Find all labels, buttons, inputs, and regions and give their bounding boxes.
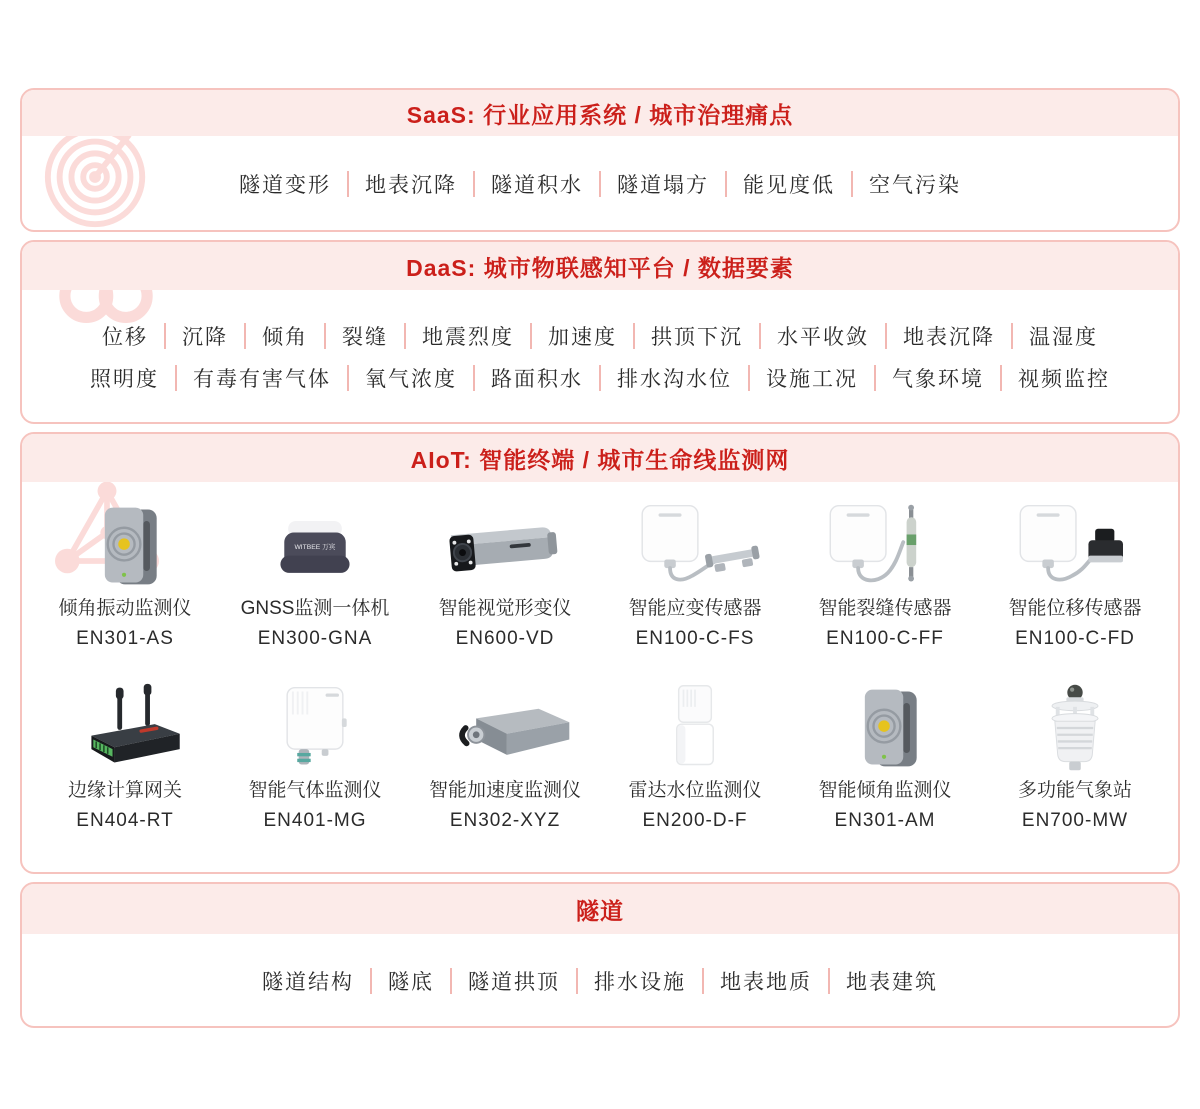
daas-elements-row-1	[85, 321, 1115, 351]
tunnel-item: 隧底	[371, 966, 451, 996]
tunnel-card	[20, 882, 1180, 1028]
data-element-item: 视频监控	[1018, 368, 1110, 391]
pain-point-item: 空气污染	[869, 174, 961, 197]
aiot-title: AIoT: 智能终端 / 城市生命线监测网	[410, 446, 790, 473]
product-name: 智能视觉形变仪	[438, 598, 572, 619]
daas-title: DaaS: 城市物联感知平台 / 数据要素	[406, 254, 794, 281]
radar-water-level-monitor-image	[610, 680, 780, 776]
data-element-item: 加速度	[531, 321, 634, 351]
product-name: 倾角振动监测仪	[58, 598, 192, 619]
product-card	[980, 680, 1170, 836]
product-name: 智能倾角监测仪	[818, 780, 952, 801]
tunnel-header-band	[22, 884, 1178, 934]
data-element-item: 地表沉降	[886, 321, 1012, 351]
daas-header-band	[22, 242, 1178, 290]
aiot-body	[22, 482, 1178, 846]
tunnel-item: 地表建筑	[846, 971, 938, 994]
product-card	[30, 680, 220, 836]
product-name: 雷达水位监测仪	[628, 780, 762, 801]
pain-point-item: 隧道积水	[474, 169, 600, 199]
product-name: 边缘计算网关	[67, 780, 182, 801]
tunnel-item: 隧道结构	[245, 966, 371, 996]
data-element-item: 气象环境	[875, 363, 1001, 393]
data-element-item: 拱顶下沉	[634, 321, 760, 351]
product-card	[410, 680, 600, 836]
product-model: EN600-VD	[455, 628, 555, 649]
daas-body	[22, 290, 1178, 424]
saas-title: SaaS: 行业应用系统 / 城市治理痛点	[406, 101, 794, 128]
product-name: 智能气体监测仪	[248, 780, 382, 801]
aiot-card	[20, 432, 1180, 874]
data-element-item: 氧气浓度	[348, 363, 474, 393]
data-element-item: 水平收敛	[760, 321, 886, 351]
displacement-sensor-image	[990, 498, 1160, 594]
product-card	[600, 680, 790, 836]
pain-point-item: 隧道变形	[222, 169, 348, 199]
product-model: EN301-AM	[834, 810, 936, 831]
product-card	[600, 498, 790, 654]
product-card	[980, 498, 1170, 654]
product-model: EN301-AS	[76, 628, 174, 649]
product-card	[30, 498, 220, 654]
daas-card	[20, 240, 1180, 424]
tunnel-items	[245, 966, 955, 996]
product-model: EN100-C-FD	[1015, 628, 1135, 649]
data-element-item: 倾角	[245, 321, 325, 351]
product-card	[790, 680, 980, 836]
gas-monitor-image	[230, 680, 400, 776]
daas-elements-row-2	[73, 363, 1127, 393]
aiot-product-grid	[30, 498, 1170, 836]
edge-computing-gateway-image	[40, 680, 210, 776]
product-card	[220, 680, 410, 836]
saas-card	[20, 88, 1180, 232]
product-model: EN100-C-FS	[635, 628, 755, 649]
product-name: 多功能气象站	[1017, 780, 1132, 801]
saas-pain-points	[222, 169, 978, 199]
product-name: 智能应变传感器	[628, 598, 762, 619]
vision-deformation-camera-image	[420, 498, 590, 594]
crack-sensor-image	[800, 498, 970, 594]
product-card	[220, 498, 410, 654]
product-name: 智能加速度监测仪	[428, 780, 581, 801]
tunnel-item: 排水设施	[577, 966, 703, 996]
tunnel-body	[22, 934, 1178, 1028]
product-model: EN700-MW	[1021, 810, 1129, 831]
data-element-item: 位移	[85, 321, 165, 351]
product-name: 智能裂缝传感器	[818, 598, 952, 619]
product-model: EN404-RT	[76, 810, 174, 831]
tunnel-item: 地表地质	[703, 966, 829, 996]
tunnel-item: 隧道拱顶	[451, 966, 577, 996]
product-card	[790, 498, 980, 654]
pain-point-item: 隧道塌方	[600, 169, 726, 199]
saas-body	[22, 136, 1178, 232]
data-element-item: 温湿度	[1029, 326, 1098, 349]
data-element-item: 路面积水	[474, 363, 600, 393]
product-name: 智能位移传感器	[1008, 598, 1142, 619]
strain-sensor-image	[610, 498, 780, 594]
weather-station-image	[990, 680, 1160, 776]
tunnel-title: 隧道	[576, 897, 624, 924]
tilt-vibration-monitor-image	[40, 498, 210, 594]
acceleration-monitor-image	[420, 680, 590, 776]
product-model: EN401-MG	[263, 810, 367, 831]
data-element-item: 裂缝	[325, 321, 405, 351]
aiot-header-band	[22, 434, 1178, 482]
data-element-item: 有毒有害气体	[176, 363, 348, 393]
pain-point-item: 地表沉降	[348, 169, 474, 199]
product-model: EN200-D-F	[642, 810, 748, 831]
product-model: EN100-C-FF	[826, 628, 944, 649]
device-brand-label: WITBEE 万宾	[294, 543, 336, 551]
data-element-item: 照明度	[73, 363, 176, 393]
saas-header-band	[22, 90, 1178, 136]
data-element-item: 地震烈度	[405, 321, 531, 351]
tilt-monitor-image	[800, 680, 970, 776]
data-element-item: 沉降	[165, 321, 245, 351]
product-model: EN302-XYZ	[449, 810, 561, 831]
data-element-item: 排水沟水位	[600, 363, 749, 393]
product-card	[410, 498, 600, 654]
pain-point-item: 能见度低	[726, 169, 852, 199]
data-element-item: 设施工况	[749, 363, 875, 393]
product-name: GNSS监测一体机	[240, 598, 390, 619]
gnss-receiver-image	[230, 498, 400, 594]
product-model: EN300-GNA	[257, 628, 373, 649]
